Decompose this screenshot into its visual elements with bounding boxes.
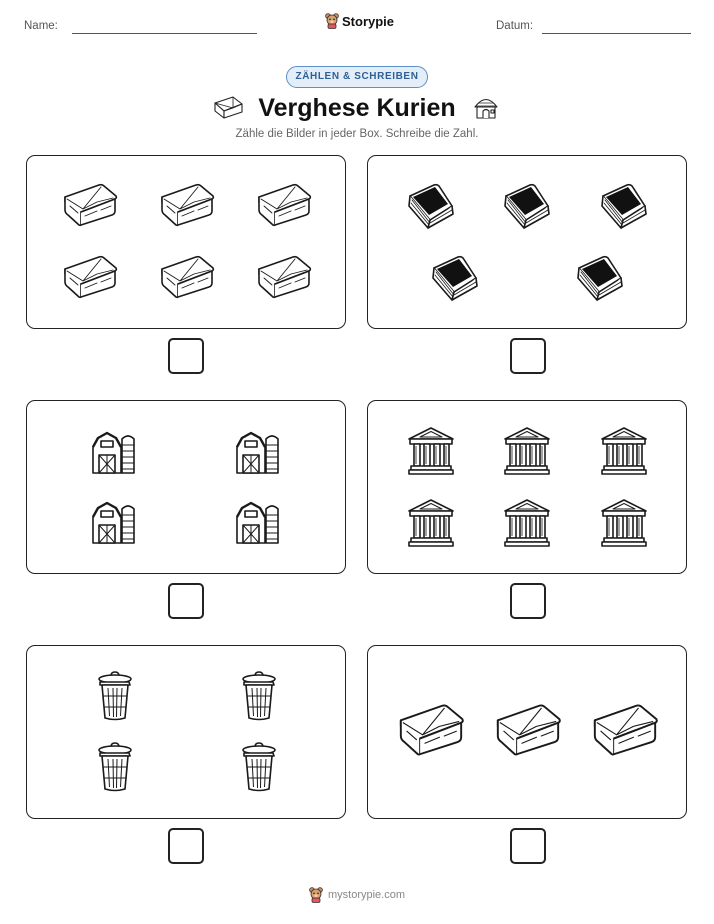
name-label: Name: [24,20,58,32]
book-icon [404,182,458,230]
barn-icon [234,499,284,545]
count-box-3 [26,400,346,574]
hut-icon [472,93,500,121]
answer-box-3[interactable] [168,583,204,619]
page-title: Verghese Kurien [258,94,456,122]
name-line[interactable] [72,33,257,34]
count-box-4 [367,400,687,574]
trash-can-icon [95,670,135,722]
answer-box-1[interactable] [168,338,204,374]
parcel-icon [493,702,563,758]
instructions-text: Zähle die Bilder in jeder Box. Schreibe die Zahl. [235,128,479,140]
book-icon [428,254,482,302]
parcel-icon [396,702,466,758]
answer-box-2[interactable] [510,338,546,374]
book-icon [597,182,651,230]
temple-icon [406,497,456,549]
storypie-logo [325,13,394,29]
footer-url[interactable]: mystorypie.com [327,889,406,901]
count-box-1 [26,155,346,329]
barn-icon [234,429,284,475]
parcel-icon [61,182,119,228]
count-box-5 [26,645,346,819]
logo-text: Storypie [342,13,395,29]
parcel-icon [158,182,216,228]
bear-mascot-icon [309,887,323,903]
temple-icon [599,425,649,477]
book-icon [573,254,627,302]
barn-icon [90,429,140,475]
parcel-icon [61,254,119,300]
count-box-2 [367,155,687,329]
temple-icon [502,497,552,549]
date-label: Datum: [496,20,534,32]
parcel-icon [590,702,660,758]
book-icon [500,182,554,230]
parcel-icon [158,254,216,300]
footer [0,887,714,903]
temple-icon [599,497,649,549]
trash-can-icon [239,741,279,793]
barn-icon [90,499,140,545]
parcel-icon [255,182,313,228]
answer-box-4[interactable] [510,583,546,619]
category-badge: ZÄHLEN & SCHREIBEN [286,66,428,88]
bear-mascot-icon [325,13,339,29]
answer-box-6[interactable] [510,828,546,864]
date-line[interactable] [542,33,691,34]
answer-box-5[interactable] [168,828,204,864]
temple-icon [502,425,552,477]
trash-can-icon [95,741,135,793]
trash-can-icon [239,670,279,722]
temple-icon [406,425,456,477]
parcel-icon [255,254,313,300]
count-box-6 [367,645,687,819]
